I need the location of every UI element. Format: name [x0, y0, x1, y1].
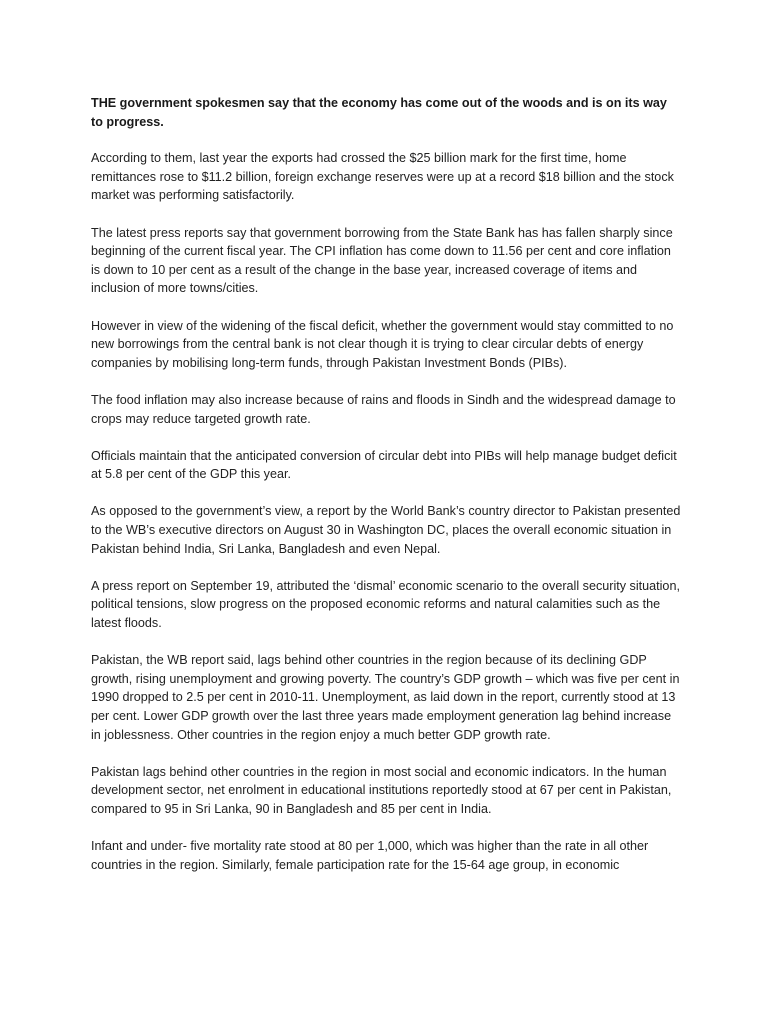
- article-paragraph-6: As opposed to the government’s view, a report by the World Bank’s country director to Pakistan presented to the WB’s executive directors on August 30 in Washington DC, places the overall economic situation in Pakistan behind India, Sri Lanka, Bangladesh and even Nepal.: [91, 504, 681, 556]
- article-paragraph-10: Infant and under- five mortality rate stood at 80 per 1,000, which was higher than the rate in all other countries in the region. Similarly, female participation rate for the 15-64 age group, in economic: [91, 839, 649, 872]
- article-paragraph-1: According to them, last year the exports had crossed the $25 billion mark for the first time, home remittances rose to $11.2 billion, foreign exchange reserves were up at a record $18 billion and the stock market was performing satisfactorily.: [91, 151, 674, 203]
- article-paragraph-7: A press report on September 19, attributed the ‘dismal’ economic scenario to the overall security situation, political tensions, slow progress on the proposed economic reforms and natural calamities such as the latest floods.: [91, 578, 680, 631]
- article-body: [91, 94, 681, 893]
- article-paragraph-4: The food inflation may also increase because of rains and floods in Sindh and the widespread damage to crops may reduce targeted growth rate.: [91, 392, 676, 426]
- article-lead: THE government spokesmen say that the economy has come out of the woods and is on its way to progress.: [91, 96, 667, 129]
- article-paragraph-3: However in view of the widening of the fiscal deficit, whether the government would stay committed to no new borrowings from the central bank is not clear though it is trying to clear circular debts of energy companies by mobilising long-term funds, through Pakistan Investment Bonds (PIBs).: [91, 318, 674, 370]
- article-paragraph-2: The latest press reports say that government borrowing from the State Bank has has fallen sharply since beginning of the current fiscal year. The CPI inflation has come down to 11.56 per cent and core inflation is down to 10 per cent as a result of the change in the base year, increased coverage of items and inclusion of more towns/cities.: [91, 225, 673, 296]
- article-paragraph-9: Pakistan lags behind other countries in the region in most social and economic indicators. In the human development sector, net enrolment in educational institutions reportedly stood at 67 per cent in Pakistan, compared to 95 in Sri Lanka, 90 in Bangladesh and 85 per cent in India.: [91, 764, 672, 816]
- article-paragraph-5: Officials maintain that the anticipated conversion of circular debt into PIBs will help manage budget deficit at 5.8 per cent of the GDP this year.: [91, 448, 677, 482]
- article-paragraph-8: Pakistan, the WB report said, lags behind other countries in the region because of its declining GDP growth, rising unemployment and growing poverty. The country’s GDP growth – which was five per cent in 1990 dropped to 2.5 per cent in 2010-11. Unemployment, as laid down in the report, currently stood at 13 per cent. Lower GDP growth over the last three years made employment generation lag behind increase in joblessness. Other countries in the region enjoy a much better GDP growth rate.: [91, 653, 680, 742]
